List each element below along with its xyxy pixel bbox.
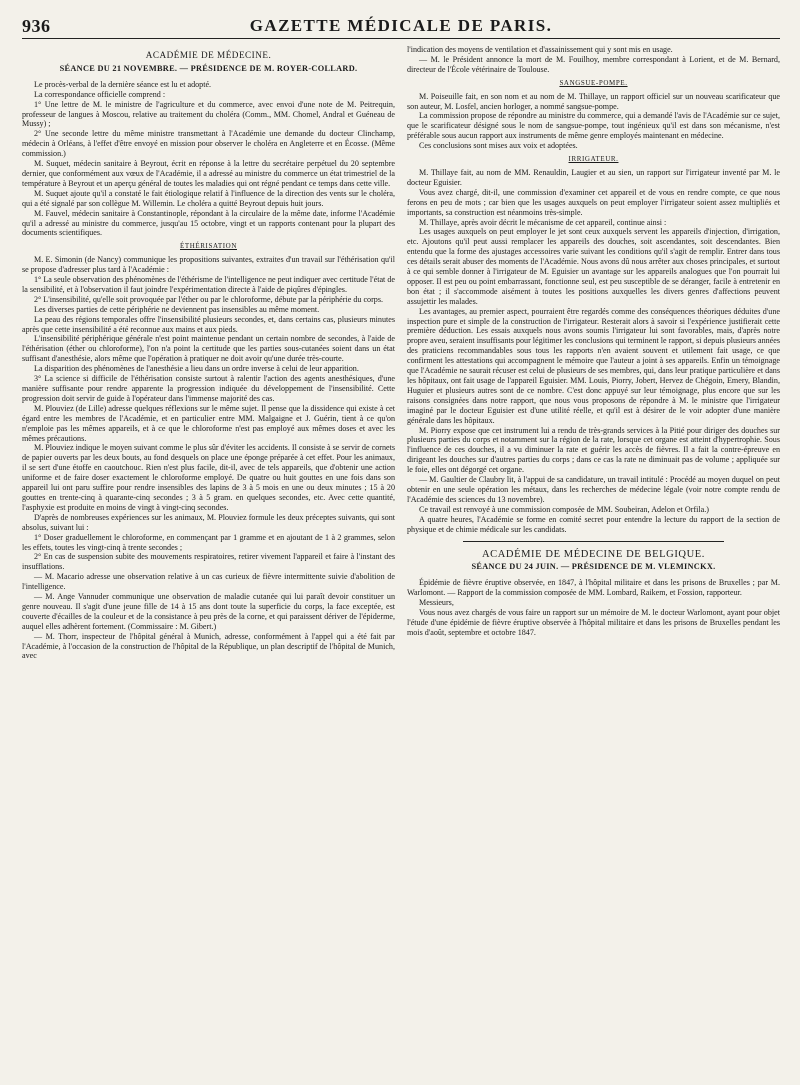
paragraph: — M. Ange Vannuder communique une observation de maladie cutanée qui lui paraît devoir constituer un genre nouveau. Il s'agit d'une jeune fille de 14 à 15 ans dont toute la superficie du corps, la face exceptée, est couverte d'écailles de la couleur et de la consistance à peu près de la corne, et qui paraissent dériver de l'épiderme, auquel elles adhèrent fortement. (Commissaire : M. Gibert.) xyxy=(22,592,395,631)
paragraph: M. Fauvel, médecin sanitaire à Constantinople, répondant à la circulaire de la même date, informe l'Académie qu'il a adressé au ministre du commerce, jusqu'au 15 octobre, vingt et un rapports contenant pour la plupart des documents scientifiques. xyxy=(22,208,395,238)
section-title: ACADÉMIE DE MÉDECINE DE BELGIQUE. xyxy=(481,548,706,560)
paragraph: La correspondance officielle comprend : xyxy=(34,89,166,99)
paragraph: 3° La science si difficile de l'éthérisation consiste surtout à ralentir l'action des agents anesthésiques, d'une manière suffisante pour rendre apparente la progression indiquée du développement de l'insensibilité. Cette progression doit servir de guide à l'opérateur dans l'immense majorité des cas. xyxy=(22,374,395,403)
columns xyxy=(22,45,780,1075)
paragraph: Les diverses parties de cette périphérie ne deviennent pas insensibles au même moment. xyxy=(34,304,320,314)
paragraph: M. E. Simonin (de Nancy) communique les propositions suivantes, extraites d'un travail sur l'éthérisation qu'il se propose d'adresser plus tard à l'Académie : xyxy=(22,255,395,275)
session-heading: SÉANCE DU 24 JUIN. — PRÉSIDENCE DE M. VLEMINCKX. xyxy=(471,562,716,572)
paragraph: Les usages auxquels on peut employer le jet sont ceux auxquels servent les appareils d'injection, d'irrigation, etc. Ajoutons qu'il peut aussi remplacer les appareils des douches, soit ascendantes, soit descendantes. Bien entendu que la forme des ajustages accessoires varie suivant les conditions qu'il s'agit de remplir. Entrer dans tous ces détails serait abuser des moments de l'Académie. Nous avons dû nous arrêter aux choses principales, et surtout à ce qui semble donner à l'irrigateur de M. Eguisier un avantage sur les appareils analogues que l'on pourrait lui opposer. Il est peu ou point embarrassant, fonctionne seul, est peu susceptible de se déranger, facile à entretenir en bon état ; il s'accommode aisément à toutes les positions auxquelles les divers genres d'affections peuvent assujettir les malades. xyxy=(407,227,780,306)
paragraph: Les avantages, au premier aspect, pourraient être regardés comme des conséquences théoriques déduites d'une inspection pure et simple de la construction de l'irrigateur. Resterait alors à savoir si l'expérience justifierait cette première déduction. Les essais auxquels nous avons soumis l'irrigateur lui sont favorables, mais, d'après notre propre aveu, seraient insuffisants pour légitimer les conclusions qui terminent le rapport, si depuis plusieurs années des praticiens recommandables sous tous les rapports n'en avaient souvent et utilement fait usage, ce que confirment les attestations qui accompagnent le mémoire que l'auteur a joint à ses appareils. Enfin un témoignage que l'Académie ne saurait récuser est celui de plusieurs de ses membres, qui, dans leur pratique particulière et dans les hôpitaux, ont fait usage de l'appareil Eguisier. MM. Louis, Piorry, Jobert, Hervez de Chégoin, Emery, Blandin, Huguier et plusieurs autres sont de ce nombre. C'est donc appuyé sur leur témoignage, plus encore que sur les raisons consignées dans notre rapport, que nous vous proposons de répondre à M. le ministre que l'irrigateur imaginé par le docteur Eguisier est d'une utilité réelle, et qu'il est à désirer de le voir adopter d'une manière générale dans les hôpitaux. xyxy=(407,306,780,425)
paragraph: M. Plouviez (de Lille) adresse quelques réflexions sur le même sujet. Il pense que la dissidence qui existe à cet égard entre les membres de l'Académie, et en particulier entre MM. Malgaigne et J. Guérin, tient à ce qu'on n'emploie pas les mêmes appareils, et à ce que le chloroforme n'est pas employé aux mêmes doses et avec les mêmes précautions. xyxy=(22,403,395,443)
paragraph: L'insensibilité périphérique générale n'est point maintenue pendant un certain nombre de secondes, à l'aide de l'éthérisation (éther ou chloroforme), l'on n'a point la certitude que les parties sous-cutanées soient dans un état suffisant d'anesthésie, alors même que l'opération à pratiquer ne doit avoir qu'une durée très-courte. xyxy=(22,334,395,364)
subsection-title: ÉTHÉRISATION xyxy=(180,242,237,251)
section-title: ACADÉMIE DE MÉDECINE. xyxy=(145,50,272,60)
paragraph: M. Poiseuille fait, en son nom et au nom de M. Thillaye, un rapport officiel sur un nouveau scarificateur que son auteur, M. Losfel, ancien horloger, a nommé sangsue-pompe. xyxy=(407,91,780,111)
subsection-title: SANGSUE-POMPE. xyxy=(559,78,628,87)
session-heading: SÉANCE DU 21 NOVEMBRE. — PRÉSIDENCE DE M. ROYER-COLLARD. xyxy=(59,63,358,73)
right-column xyxy=(407,45,780,1075)
paragraph: M. Suquet ajoute qu'il a constaté le fait étiologique relatif à l'influence de la direction des vents sur le choléra, qui a été signalé par son collègue M. Willemin. Le choléra a quitté Beyrout depuis huit jours. xyxy=(22,188,395,208)
paragraph: l'indication des moyens de ventilation et d'assainissement qui y sont mis en usage. xyxy=(407,45,673,54)
paragraph: D'après de nombreuses expériences sur les animaux, M. Plouviez formule les deux préceptes suivants, qui sont absolus, suivant lui : xyxy=(22,512,395,532)
paragraph: — M. Macario adresse une observation relative à un cas curieux de fièvre intermittente suivie d'abolition de l'intelligence. xyxy=(22,572,395,592)
paragraph: M. Plouviez indique le moyen suivant comme le plus sûr d'éviter les accidents. Il consiste à se servir de cornets de papier ouverts par les deux bouts, au fond desquels on place une éponge préparée à cet effet. Pour les animaux, il se sert d'une étoffe en caoutchouc. Rien n'est plus facile, dit-il, avec de tels appareils, que d'obtenir une action uniforme et de faire doser exactement le chloroforme employé. De quatre ou huit gouttes en une fois dans son appareil lui ont paru suffire pour rendre insensibles des lapins de 3 à 5 mois en une ou deux minutes ; 15 à 20 gouttes en trente-cinq à quarante-cinq secondes ; 3 à 5 gram. en quelques secondes, etc. Avec cette quantité, l'asphyxie est produite en moins de vingt à vingt-cinq secondes. xyxy=(22,443,395,512)
paragraph: 2° En cas de suspension subite des mouvements respiratoires, retirer vivement l'appareil et faire à l'instant des insufflations. xyxy=(22,552,395,572)
paragraph: 2° Une seconde lettre du même ministre transmettant à l'Académie une demande du docteur Clinchamp, médecin à Orléans, à l'effet d'être envoyé en mission pour observer le choléra en Angleterre et en Écosse. (Même commission.) xyxy=(22,129,395,159)
paragraph: Épidémie de fièvre éruptive observée, en 1847, à l'hôpital militaire et dans les prisons de Bruxelles ; par M. Warlomont. — Rapport de la commission composée de MM. Lombard, Raikem, et Fossion, rapporteur. xyxy=(407,578,780,598)
paragraph: — M. Gaultier de Claubry lit, à l'appui de sa candidature, un travail intitulé : Procédé au moyen duquel on peut obtenir en une seule opération les métaux, dans les recherches de médecine légale (voir notre compte rendu de l'Académie des sciences du 13 novembre). xyxy=(407,475,780,504)
paragraph: 1° La seule observation des phénomènes de l'éthérisme de l'intelligence ne peut indiquer avec certitude l'état de la sensibilité, et à l'observation il faut joindre l'expérimentation directe à l'aide de piqûres d'épingles. xyxy=(22,275,395,294)
divider xyxy=(463,541,724,542)
paragraph: — M. le Président annonce la mort de M. Fouilhoy, membre correspondant à Lorient, et de M. Bernard, directeur de l'École vétérinaire de Toulouse. xyxy=(407,54,780,74)
paragraph: Le procès-verbal de la dernière séance est lu et adopté. xyxy=(34,79,212,89)
paragraph: Vous nous avez chargés de vous faire un rapport sur un mémoire de M. le docteur Warlomont, ayant pour objet l'étude d'une épidémie de fièvre éruptive observée à l'hôpital militaire et dans les prisons de Bruxelles pendant les mois d'août, septembre et octobre 1847. xyxy=(407,608,780,637)
paragraph: — M. Thorr, inspecteur de l'hôpital général à Munich, adresse, conformément à l'appel qui a été fait par l'Académie, à l'occasion de la construction de l'hôpital de la République, un plan descriptif de l'hôpital de Munich, avec xyxy=(22,631,395,661)
paragraph: La peau des régions temporales offre l'insensibilité plusieurs secondes, et, dans certains cas, plusieurs minutes après que cette insensibilité a été reconnue aux mains et aux pieds. xyxy=(22,314,395,334)
paragraph: M. Piorry expose que cet instrument lui a rendu de très-grands services à la Pitié pour diriger des douches sur plusieurs parties du corps et notamment sur la région de la rate, lorsque cet organe est atteint d'hypertrophie. Sous l'influence de ces douches, il a vu diminuer la rate et guérir les accès de fièvres. Il a fait la contre-épreuve en dirigeant les douches sur d'autres parties du corps ; dans ce cas la rate ne diminuait pas de volume ; appliquée sur le foie, elles ont dégorgé cet organe. xyxy=(407,425,780,475)
paragraph: La commission propose de répondre au ministre du commerce, qui a demandé l'avis de l'Académie sur ce sujet, que le scarificateur désigné sous le nom de sangsue-pompe, tout ingénieux qu'il est dans son mécanisme, n'est préférable sous aucun rapport aux instruments de même genre employés maintenant en médecine. xyxy=(407,111,780,141)
page-number: 936 xyxy=(22,16,51,36)
paragraph: Messieurs, xyxy=(419,598,454,608)
paragraph: La disparition des phénomènes de l'anesthésie a lieu dans un ordre inverse à celui de leur apparition. xyxy=(34,364,359,374)
paragraph: M. Thillaye, après avoir décrit le mécanisme de cet appareil, continue ainsi : xyxy=(419,217,667,227)
paragraph: 1° Doser graduellement le chloroforme, en commençant par 1 gramme et en ajoutant de 1 à 2 grammes, selon les effets, toutes les vingt-cinq à trente secondes ; xyxy=(22,532,395,552)
paragraph: M. Suquet, médecin sanitaire à Beyrout, écrit en réponse à la lettre du secrétaire perpétuel du 20 septembre dernier, que conformément aux vœux de l'Académie, il a adressé au ministre du commerce un état trimestriel de la température à Beyrout et un aperçu général de toutes les maladies qui ont régné pendant ce temps dans cette ville. xyxy=(22,159,395,188)
paragraph: Vous avez chargé, dit-il, une commission d'examiner cet appareil et de vous en rendre compte, ce que nous ferons en peu de mots ; car bien que les usages auxquels on peut employer l'irrigateur soient assez multipliés et importants, sa construction est néanmoins très-simple. xyxy=(407,187,780,217)
paragraph: Ces conclusions sont mises aux voix et adoptées. xyxy=(419,141,578,151)
paragraph: Ce travail est renvoyé à une commission composée de MM. Soubeiran, Adelon et Orfila.) xyxy=(419,504,709,514)
paragraph: 2° L'insensibilité, qu'elle soit provoquée par l'éther ou par le chloroforme, débute par la périphérie du corps. xyxy=(34,294,384,304)
paragraph: 1° Une lettre de M. le ministre de l'agriculture et du commerce, avec envoi d'une note de M. Peitrequin, professeur de langues à Moscou, relative au traitement du choléra (Comm., MM. Chomel, Andral et Guéneau de Mussy) ; xyxy=(22,99,395,129)
subsection-title: IRRIGATEUR. xyxy=(568,155,619,164)
journal-title: GAZETTE MÉDICALE DE PARIS. xyxy=(249,16,553,35)
left-column xyxy=(22,45,395,1075)
paragraph: M. Thillaye fait, au nom de MM. Renauldin, Laugier et au sien, un rapport sur l'irrigateur inventé par M. le docteur Eguisier. xyxy=(407,167,780,187)
paragraph: A quatre heures, l'Académie se forme en comité secret pour entendre la lecture du rapport de la section de physique et de chimie médicale sur les candidats. xyxy=(407,514,780,534)
page-header xyxy=(22,18,780,39)
